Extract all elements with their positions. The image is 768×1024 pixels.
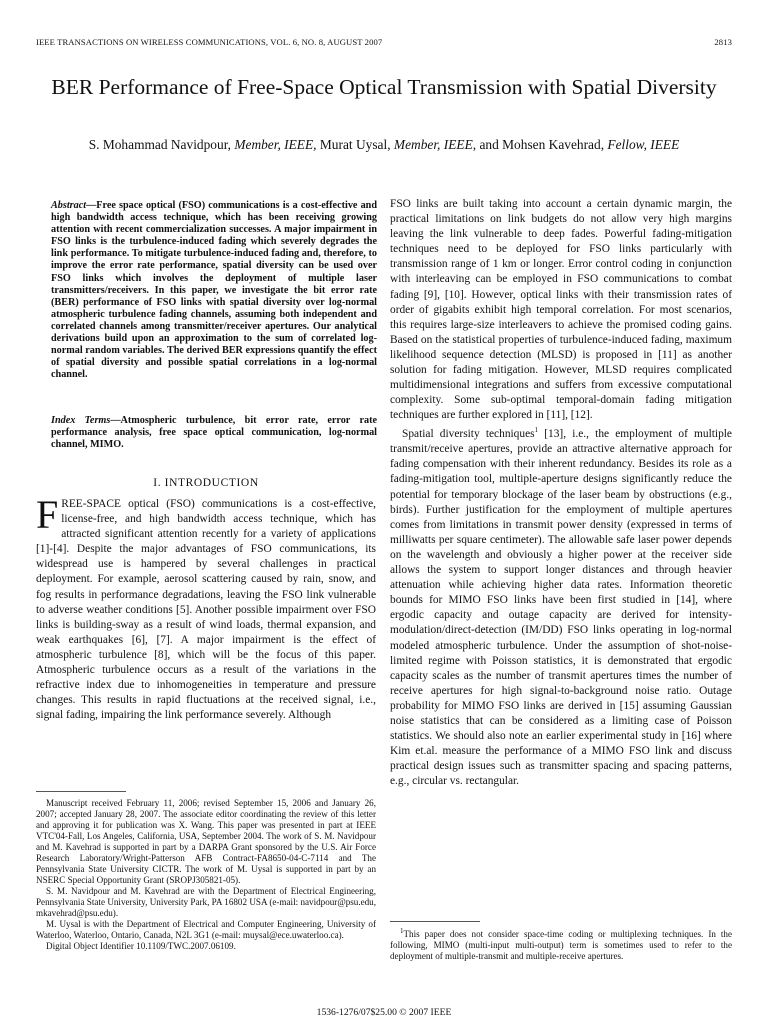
index-terms-label: Index Terms [51,415,111,426]
section-heading: I. INTRODUCTION [153,477,259,489]
copyright-footer: 1536-1276/07$25.00 © 2007 IEEE [316,1007,452,1018]
right-footnote-marker: 1 [400,927,404,935]
introduction-paragraph [36,492,376,723]
right-column [390,197,732,789]
index-terms [51,415,377,451]
abstract [51,200,377,381]
abstract-text: —Free space optical (FSO) communications is a cost-effective and high bandwidth access technique, which has been receiving growing attention with recent commercialization successes. A major impairment in FSO links is the turbulence-induced fading which severely degrades the link performance. To mitigate turbulence-induced fading and, therefore, to improve the error rate performance, spatial diversity can be used over FSO links which involves the deployment of multiple laser transmitters/receivers. In this paper, we investigate the bit error rate (BER) performance of FSO links with spatial diversity over log-normal atmospheric turbulence fading channels, assuming both independent and correlated channels among transmitter/receiver apertures. Our analytical derivations build upon an approximation to the sum of correlated log-normal random variables. The derived BER expressions quantify the effect of spatial diversity and possible spatial correlations in a log-normal channel. [51,200,377,381]
right-footnote-text: This paper does not consider space-time coding or multiplexing techniques. In the following, MIMO (multi-input multi-output) term is sometimes used to refer to the deployment of multiple-transmit and multiple-receive apertures. [390,929,732,962]
manuscript-note: Manuscript received February 11, 2006; revised September 15, 2006 and January 26, 2007; accepted January 28, 2007. The associate editor coordinating the review of this letter and approving it for publication was X. Wang. This paper was presented in part at IEEE VTC'04-Fall, Los Angeles, California, USA, September 2004. The work of S. M. Navidpour and M. Kavehrad is supported in part by a DARPA Grant sponsored by the U.S. Air Force Research Laboratory/Wright-Patterson AFB Contract-FA8650-04-C-7114 and The Pennsylvania State University CICTR. The work of M. Uysal is supported in part by an NSERC Special Opportunity Grant (SROPJ305821-05). [36,798,376,885]
page-number: 2813 [714,37,732,47]
author-list [20,137,748,153]
author-3-role: Fellow, IEEE [607,137,680,152]
doi-note: Digital Object Identifier 10.1109/TWC.2007.06109. [46,941,236,951]
right-paragraph-2-rest: [13], i.e., the employment of multiple transmit/receive apertures, provide an attractive alternative approach for fading compensation with their inherent redundancy. Besides its role as a fading-mitigation tool, multiple-aperture designs significantly reduce the potential for temporary blockage of the laser beam by obstructions (e.g., birds). Further justification for the employment of multiple apertures comes from limitations in transmit power density (expressed in terms of milliwatts per square centimeter). The allowable safe laser power depends on the wavelength and obviously a higher power at the receiver side allows the system to support longer distances and through heavier attenuation while achieving higher data rates. Information theoretic bounds for MIMO FSO links have been first studied in [14], where ergodic capacity and outage capacity are derived for intensity-modulation/direct-detection (IM/DD) FSO links operating in log-normal modeled atmospheric turbulence. Under the assumption of shot-noise-limited regime with Poisson statistics, it is demonstrated that ergodic capacity scales as the number of transmit apertures times the number of receive apertures for high signal-to-background noise ratio. Outage probability for MIMO FSO links are derived in [15] assuming Gaussian noise statistics that can be considered as a limiting case of Poisson statistics. We should also note an earlier experimental study in [16] where Kim et.al. measure the performance of a MIMO FSO link and discuss practical design issues such as transmitter spacing and spacing patterns, e.g., circular vs. rectangular. [390,428,732,788]
running-header [36,37,732,47]
affiliation-note-2: M. Uysal is with the Department of Electrical and Computer Engineering, University of Waterloo, Waterloo, Ontario, Canada, N2L 3G1 (e-mail: muysal@ece.uwaterloo.ca). [36,919,376,940]
right-footnote [390,926,732,962]
right-footnote-divider [390,921,480,922]
author-3: and Mohsen Kavehrad, [479,137,605,152]
right-paragraph-1: FSO links are built taking into account a certain dynamic margin, the practical limitations on link budgets do not allow very high margins leaving the link vulnerable to deep fades. Powerful fading-mitigation techniques need to be deployed for FSO links particularly with transmission range of 1 km or longer. Error control coding in conjunction with interleaving can be employed in FSO communications to combat fading [9], [10]. However, optical links with their transmission rates of order of gigabits exhibit high temporal correlation. For most scenarios, this requires large-size interleavers to achieve the promised coding gains. Based on the statistical properties of turbulence-induced fading, maximum likelihood sequence detection (MLSD) is proposed in [11] as another solution for fading mitigation. However, MLSD requires complicated multidimensional integrations and suffers from excessive computational complexity. Some sub-optimal temporal-domain fading mitigation techniques are further explored in [11], [12]. [390,198,732,422]
footnote-divider [36,791,126,792]
footnote-marker: 1 [534,426,539,435]
author-1: S. Mohammad Navidpour, [88,137,231,152]
author-2-role: Member, IEEE, [393,137,477,152]
affiliation-note-1: S. M. Navidpour and M. Kavehrad are with the Department of Electrical Engineering, Pennsylvania State University, University Park, PA 16802 USA (e-mail: navidpour@psu.edu, mkavehrad@psu.edu). [36,886,376,918]
author-2: Murat Uysal, [319,137,391,152]
right-paragraph-2-start: Spatial diversity techniques [402,428,535,441]
journal-name: IEEE TRANSACTIONS ON WIRELESS COMMUNICATIONS, VOL. 6, NO. 8, AUGUST 2007 [36,37,383,47]
left-footnotes [36,798,376,952]
introduction-text: REE-SPACE optical (FSO) communications is a cost-effective, license-free, and high bandwidth access technique, which has attracted significant attention recently for a variety of applications [1]-[4]. Despite the major advantages of FSO communications, its widespread use is hampered by several challenges in practical deployment. For example, aerosol scattering caused by rain, snow, and fog results in performance degradations, leaving the FSO link vulnerable to adverse weather conditions [5]. Another possible impairment over FSO links is building-sway as a result of wind loads, thermal expansion, and weak earthquakes [6], [7]. A major impairment is the effect of atmospheric turbulence [8], which will be the focus of this paper. Atmospheric turbulence occurs as a result of the variations in the refractive index due to inhomogeneities in temperature and pressure changes. This results in rapid fluctuations at the received signal, i.e., signal fading, impairing the link performance severely. Although [36,498,376,722]
index-terms-text: —Atmospheric turbulence, bit error rate, error rate performance analysis, free space optical communication, log-normal channel, MIMO. [51,415,377,451]
right-paragraph-2 [390,423,732,789]
paper-title: BER Performance of Free-Space Optical Transmission with Spatial Diversity [51,75,717,99]
drop-cap: F [36,492,59,537]
abstract-label: Abstract [51,200,87,211]
author-1-role: Member, IEEE, [234,137,317,152]
